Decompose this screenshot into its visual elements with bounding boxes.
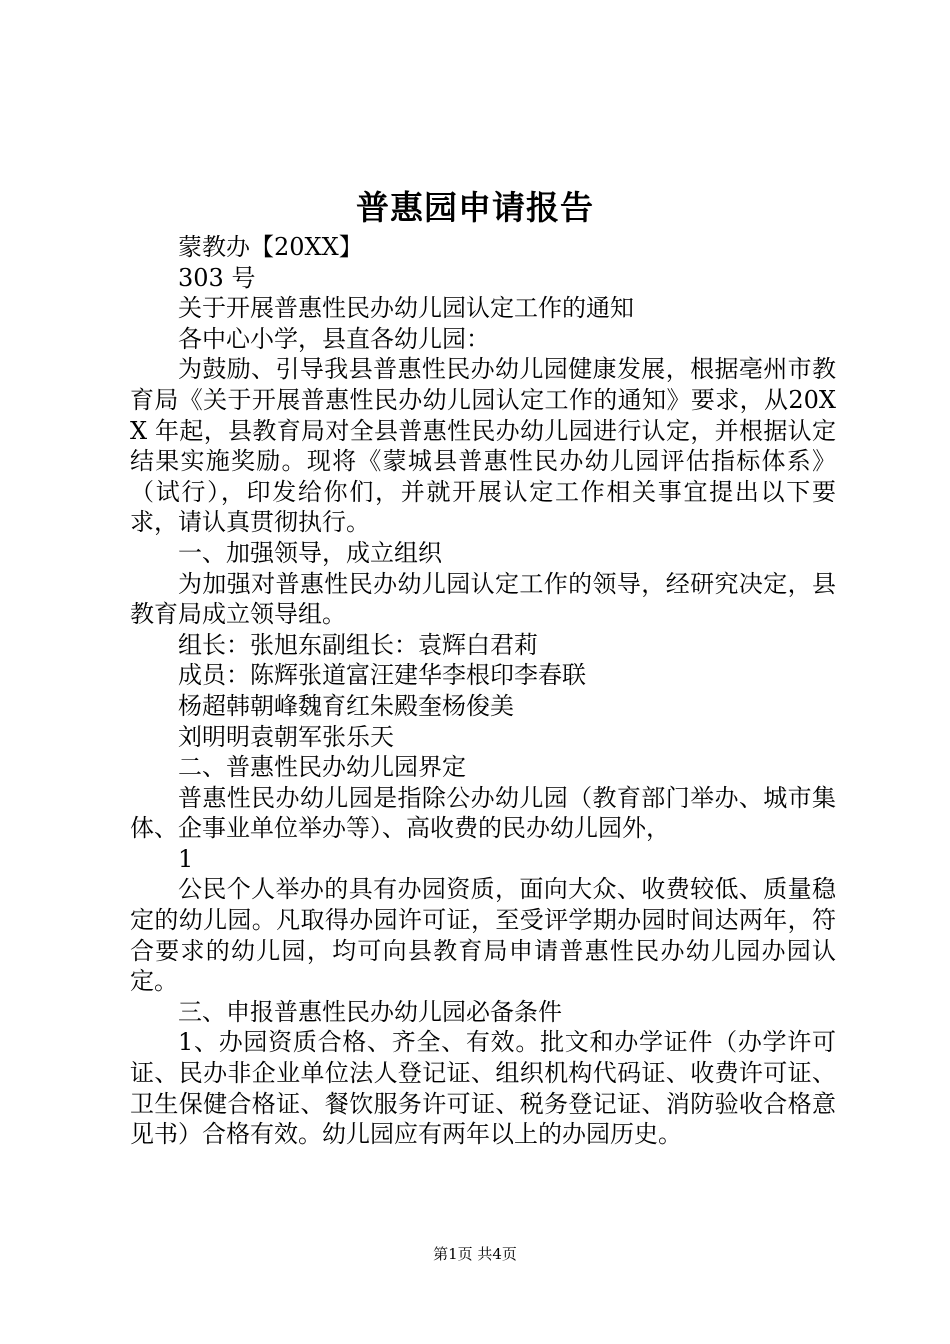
doc-number-line-1: 蒙教办【20XX】 <box>178 233 363 261</box>
inline-page-mark: 1 <box>178 844 194 873</box>
document-body <box>130 232 836 1150</box>
section-heading-1: 一、加强领导，成立组织 <box>178 538 442 567</box>
doc-number-line-2: 303 号 <box>178 263 256 292</box>
addressee: 各中心小学，县直各幼儿园： <box>178 324 490 353</box>
notice-title: 关于开展普惠性民办幼儿园认定工作的通知 <box>178 294 634 323</box>
page-footer: 第1页 共4页 <box>433 1245 517 1263</box>
members-line-2: 杨超韩朝峰魏育红朱殿奎杨俊美 <box>178 691 514 720</box>
paragraph-definition-cont: 公民个人举办的具有办园资质，面向大众、收费较低、质量稳定的幼儿园。凡取得办园许可证，至受评学期办园时间达两年，符合要求的幼儿园，均可向县教育局申请普惠性民办幼儿园办园认定。 <box>130 875 836 996</box>
paragraph-intro: 为鼓励、引导我县普惠性民办幼儿园健康发展，根据亳州市教育局《关于开展普惠性民办幼儿园认定工作的通知》要求，从20XX 年起，县教育局对全县普惠性民办幼儿园进行认定，并根据认定结果实施奖励。现将《蒙城县普惠性民办幼儿园评估指标体系》（试行），印发给你们，并就开展认定工作相关事宜提出以下要求，请认真贯彻执行。 <box>130 355 836 537</box>
section-heading-2: 二、普惠性民办幼儿园界定 <box>178 753 466 782</box>
members-line-1: 成员：陈辉张道富汪建华李根印李春联 <box>178 661 586 690</box>
leaders-line: 组长：张旭东副组长：袁辉白君莉 <box>178 630 538 659</box>
section-heading-3: 三、申报普惠性民办幼儿园必备条件 <box>178 997 562 1026</box>
members-line-3: 刘明明袁朝军张乐天 <box>178 722 394 751</box>
document-title: 普惠园申请报告 <box>356 188 594 227</box>
paragraph-leadership: 为加强对普惠性民办幼儿园认定工作的领导，经研究决定，县教育局成立领导组。 <box>130 569 836 629</box>
paragraph-conditions: 1、办园资质合格、齐全、有效。批文和办学证件（办学许可证、民办非企业单位法人登记证、组织机构代码证、收费许可证、卫生保健合格证、餐饮服务许可证、税务登记证、消防验收合格意见书）合格有效。幼儿园应有两年以上的办园历史。 <box>130 1028 836 1149</box>
paragraph-definition: 普惠性民办幼儿园是指除公办幼儿园（教育部门举办、城市集体、企事业单位举办等）、高收费的民办幼儿园外， <box>130 783 836 843</box>
